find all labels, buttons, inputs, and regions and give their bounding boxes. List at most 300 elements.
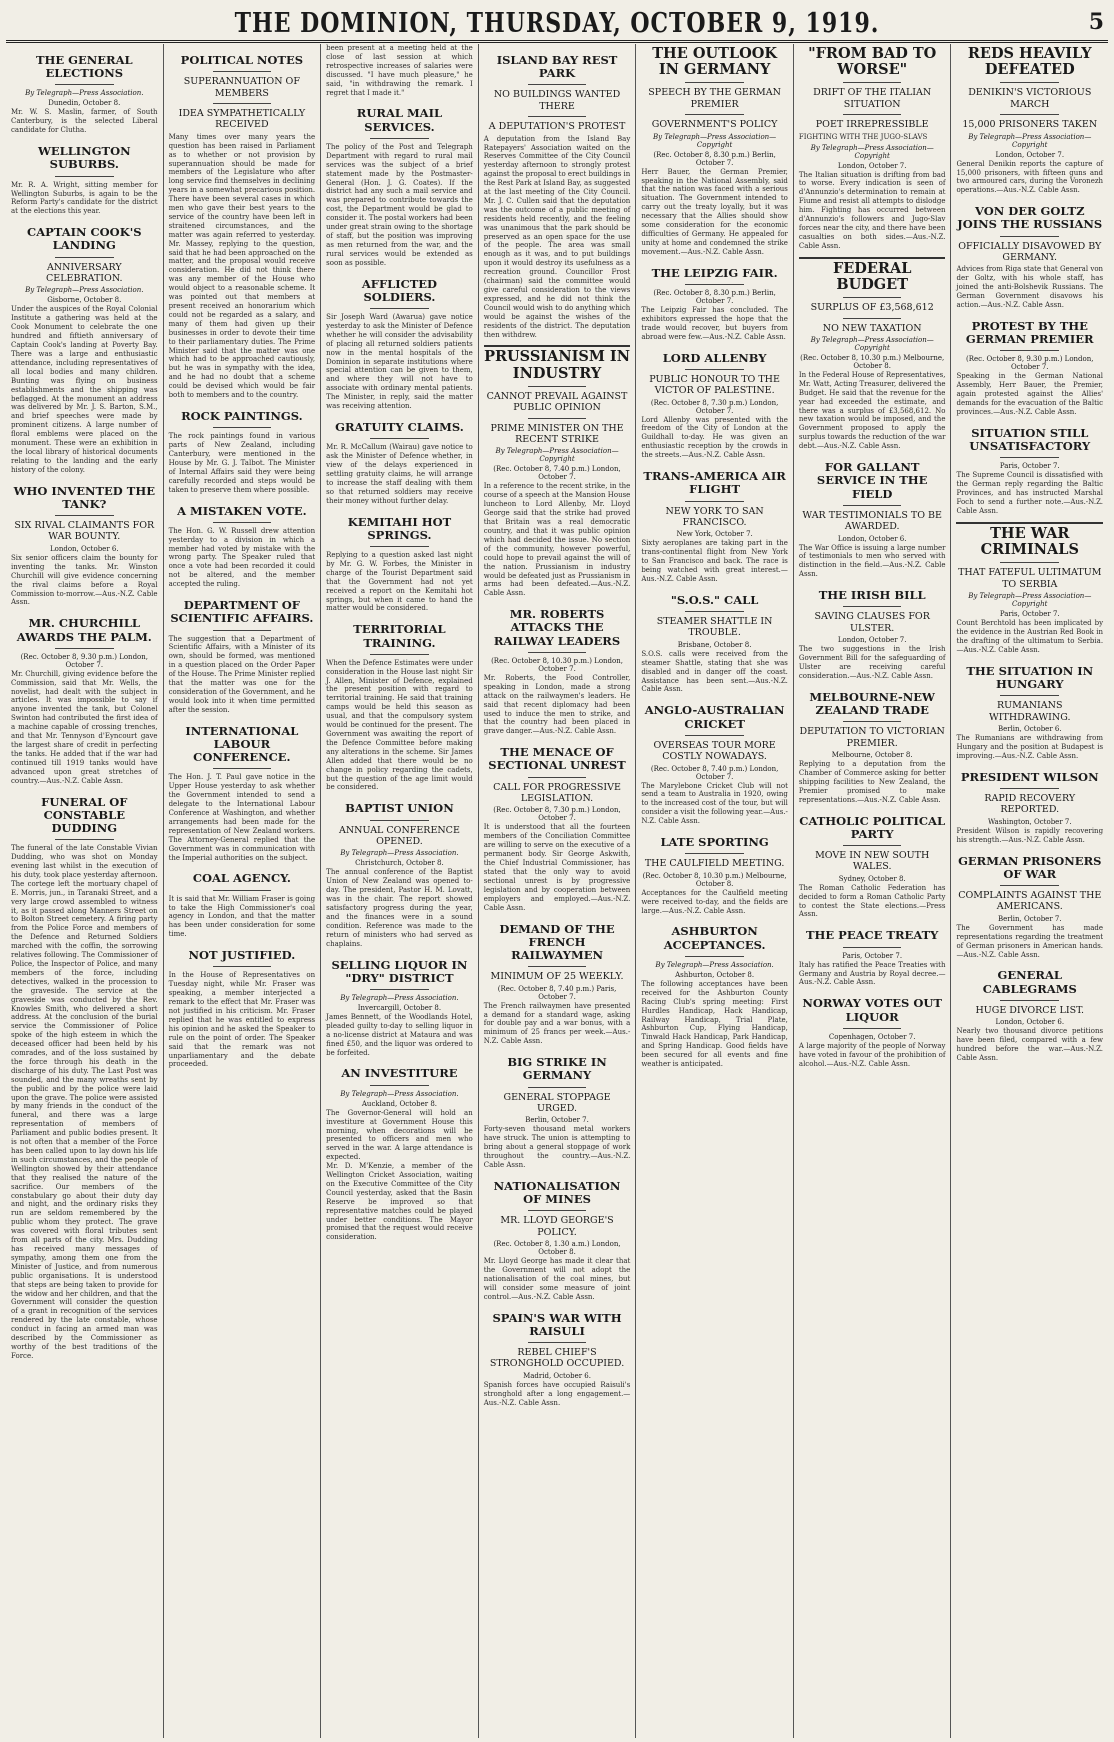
- headline-rule: [528, 1342, 587, 1343]
- article-headline: PRESIDENT WILSON: [960, 769, 1099, 784]
- news-article: [799, 997, 946, 1068]
- article-body: A deputation from the Island Bay Ratepayers' Association waited on the Reserves Committee of the City Council yesterday afternoon to strongly protest against the proposal to erect buildings in the Rest Park at Island Bay, as suggested at the last meeting of the City Council. Mr. J. C. Cullen said that the deputation was the outcome of a public meeting of residents held recently, and the feeling was unanimous that the park should be preserved as an open space for the use of the people. The area was small enough as it was, and to put buildings upon it would destroy its usefulness as a recreation ground. Councillor Frost (chairman) said the committee would give careful consideration to the views expressed, and he did not think the Council would wish to do anything which would be against the wishes of the residents of the district. The deputation then withdrew.: [483, 134, 631, 339]
- article-body: The following acceptances have been received for the Ashburton County Racing Club's spring meeting: First Hurdles Handicap, Hack Handicap, Railway Handicap, Trial Plate, Ashburton Cup, Flying Handicap, Tinwald Hack Handicap, Park Handicap, and Spring Handicap. Good fields have been secured for all events and fine weather is anticipated.: [641, 979, 788, 1069]
- article-body: President Wilson is rapidly recovering his strength.—Aus.-N.Z. Cable Assn.: [956, 826, 1104, 844]
- news-article: [484, 1180, 631, 1302]
- news-article: [169, 410, 316, 495]
- article-body: The Rumanians are withdrawing from Hungary and the position at Budapest is improving.—Aus.-N.Z. Cable Assn.: [956, 734, 1104, 760]
- headline-rule: [370, 654, 429, 655]
- article-headline: REDS HEAVILY DEFEATED: [967, 45, 1092, 79]
- article-headline: SPAIN'S WAR WITH RAISULI: [492, 1310, 622, 1338]
- article-headline: TRANS-AMERICA AIR FLIGHT: [643, 469, 786, 497]
- news-article: [326, 1162, 473, 1242]
- news-article: [956, 522, 1103, 655]
- article-headline: SELLING LIQUOR IN "DRY" DISTRICT: [331, 957, 468, 985]
- article-headline: "FROM BAD TO WORSE": [808, 45, 937, 79]
- article-subhead: REBEL CHIEF'S STRONGHOLD OCCUPIED.: [489, 1347, 625, 1370]
- news-article: [641, 46, 788, 257]
- article-body: Mr. Lloyd George has made it clear that the Government will not adopt the nationalisation of the coal mines, but will consider some measure of joint control.—Aus.-N.Z. Cable Assn.: [483, 1257, 631, 1301]
- article-body: The annual conference of the Baptist Union of New Zealand was opened to-day. The president, Pastor H. M. Lovatt, was in the chair. The report showed satisfactory progress during the year, and the finances were in a sound condition. Reference was made to the return of ministers who had served as chaplains.: [326, 868, 473, 948]
- article-body: S.O.S. calls were received from the steamer Shattle, stating that she was disabled and in danger off the coast. Assistance has been sent.—Aus.-N.Z. Cable Assn.: [641, 649, 788, 694]
- dateline: (Rec. October 8, 9.30 p.m.) London, October 7.: [20, 652, 148, 669]
- article-body: Replying to a deputation from the Chamber of Commerce asking for better shipping facilities to New Zealand, the Premier promised to make representations.—Aus.-N.Z. Cable Assn.: [798, 760, 946, 804]
- news-article: [11, 54, 158, 135]
- news-article: [641, 267, 788, 342]
- headline-rule: [528, 386, 587, 387]
- article-subhead: ANNUAL CONFERENCE OPENED.: [339, 824, 460, 847]
- news-article: [799, 46, 946, 142]
- headline-rule: [370, 1085, 429, 1086]
- dateline: Ashburton, October 8.: [675, 970, 755, 979]
- news-article: [169, 505, 316, 590]
- subhead-rule: [528, 116, 587, 117]
- dateline: (Rec. October 8, 7.40 p.m.) Paris, October 7.: [497, 984, 617, 1001]
- news-column: [950, 44, 1108, 1738]
- news-article: [799, 461, 946, 579]
- section-rule: [956, 522, 1103, 524]
- article-subhead: THAT FATEFUL ULTIMATUM TO SERBIA: [958, 567, 1102, 590]
- article-subhead: MR. LLOYD GEORGE'S POLICY.: [500, 1215, 614, 1238]
- article-body: The Government has made representations regarding the treatment of German prisoners in American hands.—Aus.-N.Z. Cable Assn.: [956, 923, 1104, 959]
- article-headline: MR. CHURCHILL AWARDS THE PALM.: [16, 616, 152, 644]
- dateline: London, October 7.: [837, 636, 907, 645]
- page-number: 5: [1088, 9, 1104, 35]
- byline: By Telegraph—Press Association—Copyright: [810, 335, 934, 352]
- article-headline: LORD ALLENBY: [662, 350, 767, 365]
- headline-rule: [685, 82, 744, 83]
- dateline: (Rec. October 8, 10.30 p.m.) Melbourne, October 8.: [642, 871, 787, 888]
- article-body: When the Defence Estimates were under consideration in the House last night Sir J. Allen, Minister of Defence, explained the present position with regard to territorial training. He said that training camps would be held this season as usual, and that the compulsory system would be continued for the present. The Government was awaiting the report of the Defence Committee before making any alterations in the scheme. Sir James Allen added that there would be no change in policy regarding the cadets, but the question of the age limit would be considered.: [326, 658, 473, 792]
- article-headline: ANGLO-AUSTRALIAN CRICKET: [644, 703, 785, 731]
- news-article: [11, 485, 158, 608]
- dateline: (Rec. October 8, 7.30 p.m.) London, October 7.: [493, 806, 621, 823]
- article-body: The Italian situation is drifting from bad to worse. Every indication is seen of d'Annunzio's determination to remain at Fiume and resist all attempts to dislodge him. Fighting has occurred between d'Annunzio's followers and Jugo-Slav forces near the city, and there have been casualties on both sides.—Aus.-N.Z. Cable Assn.: [798, 170, 946, 250]
- news-column: [635, 44, 793, 1738]
- article-headline: POLITICAL NOTES: [180, 53, 304, 67]
- byline: By Telegraph—Press Association—Copyright: [968, 592, 1092, 609]
- article-subhead: STEAMER SHATTLE IN TROUBLE.: [656, 616, 773, 639]
- article-subhead: GENERAL STOPPAGE URGED.: [503, 1091, 611, 1114]
- byline: By Telegraph—Press Association—Copyright: [968, 132, 1092, 149]
- byline: By Telegraph—Press Association.: [655, 960, 774, 969]
- article-subhead: SAVING CLAUSES FOR ULSTER.: [814, 611, 930, 634]
- article-subhead: SIX RIVAL CLAIMANTS FOR WAR BOUNTY.: [14, 520, 155, 543]
- headline-rule: [370, 546, 429, 547]
- headline-rule: [213, 966, 272, 967]
- subhead-rule: [685, 114, 744, 115]
- article-subhead-secondary: GOVERNMENT'S POLICY: [651, 119, 778, 131]
- article-subhead: HUGE DIVORCE LIST.: [975, 1004, 1085, 1016]
- article-headline: CATHOLIC POLITICAL PARTY: [799, 813, 946, 841]
- article-body: Advices from Riga state that General von der Goltz, with his whole staff, has joined the anti-Bolshevik Russians. The German Government disavows his action.—Aus.-N.Z. Cable Assn.: [956, 265, 1104, 310]
- dateline: (Rec. October 8, 9.30 p.m.) London, October 7.: [966, 355, 1094, 372]
- article-body: The Leipzig Fair has concluded. The exhibitors expressed the hope that the trade would recover, but buyers from abroad were few.—Aus.-N.Z. Cable Assn.: [641, 305, 788, 341]
- dateline: (Rec. October 8, 1.30 a.m.) London, October 8.: [493, 1240, 621, 1257]
- headline-rule: [55, 648, 114, 649]
- news-article: [326, 278, 473, 411]
- article-headline: THE SITUATION IN HUNGARY: [966, 663, 1094, 692]
- article-headline: DEMAND OF THE FRENCH RAILWAYMEN: [499, 921, 615, 962]
- byline: By Telegraph—Press Association.: [340, 1089, 459, 1098]
- headline-rule: [370, 308, 429, 309]
- article-subhead-secondary: POET IRREPRESSIBLE: [815, 119, 929, 131]
- news-article: [799, 691, 946, 805]
- news-article: [641, 925, 788, 1069]
- article-headline: WELLINGTON SUBURBS.: [37, 144, 131, 172]
- section-rule: [799, 257, 946, 259]
- article-headline: THE MENACE OF SECTIONAL UNREST: [488, 745, 626, 773]
- headline-rule: [55, 515, 114, 516]
- article-body: Spanish forces have occupied Raisuli's stronghold after a long engagement.—Aus.-N.Z. Cable Assn.: [483, 1380, 631, 1407]
- article-headline: PRUSSIANISM IN INDUSTRY: [484, 348, 630, 382]
- headline-rule: [1000, 457, 1059, 458]
- article-subhead: DRIFT OF THE ITALIAN SITUATION: [813, 87, 932, 110]
- article-body: James Bennett, of the Woodlands Hotel, pleaded guilty to-day to selling liquor in a no-license district at Mataura and was fined £50, and the liquor was ordered to be forfeited.: [326, 1012, 473, 1057]
- article-body: The policy of the Post and Telegraph Department with regard to rural mail services was the subject of a brief statement made by the Postmaster-General (Hon. J. G. Coates). If the district had any such a mail service and was prepared to contribute towards the cost, the Department would be glad to consider it. The postal workers had been under great strain owing to the shortage of staff, but the position was improving as men returned from the war, and the rural services would be extended as soon as possible.: [326, 142, 473, 267]
- dateline: Christchurch, October 8.: [355, 859, 444, 868]
- article-body: Sixty aeroplanes are taking part in the trans-continental flight from New York to San Francisco and back. The race is being watched with great interest.—Aus.-N.Z. Cable Assn.: [641, 539, 788, 583]
- headline-rule: [1000, 236, 1059, 237]
- article-headline: INTERNATIONAL LABOUR CONFERENCE.: [185, 723, 299, 765]
- masthead: [6, 6, 1108, 43]
- byline: By Telegraph—Press Association.: [25, 89, 144, 98]
- news-column: [793, 44, 951, 1738]
- headline-rule: [55, 257, 114, 258]
- dateline: Invercargill, October 8.: [357, 1003, 442, 1012]
- article-subhead: DENIKIN'S VICTORIOUS MARCH: [968, 87, 1092, 110]
- article-subhead: NEW YORK TO SAN FRANCISCO.: [665, 505, 764, 528]
- headline-rule: [213, 768, 272, 769]
- article-body: Speaking in the German National Assembly, Herr Bauer, the Premier, again protested against the Allies' demands for the evacuation of the Baltic provinces.—Aus.-N.Z. Cable Assn.: [956, 372, 1104, 417]
- article-headline: ROCK PAINTINGS.: [181, 408, 303, 423]
- news-article: [484, 1056, 631, 1170]
- news-article: [326, 802, 473, 948]
- headline-rule: [528, 777, 587, 778]
- article-headline: THE PEACE TREATY: [805, 928, 939, 943]
- dateline: Copenhagen, October 7.: [828, 1032, 916, 1041]
- news-article: [326, 1067, 473, 1162]
- article-body: The Marylebone Cricket Club will not send a team to Australia in 1920, owing to the increased cost of the tour, but will consider a visit the following year.—Aus.-N.Z. Cable Assn.: [641, 781, 788, 826]
- article-subhead: NO BUILDINGS WANTED THERE: [493, 89, 621, 112]
- article-subhead: ANNIVERSARY CELEBRATION.: [46, 261, 123, 285]
- headline-rule: [685, 611, 744, 612]
- news-article: [956, 969, 1103, 1062]
- article-body: Many times over many years the question has been raised in Parliament as to whether or not provision by superannuation should be made for members of the Legislature who after long service find themselves in declining years in a somewhat precarious position. There have been several cases in which men who gave their best years to the service of the country have been left in straitened circumstances, and the matter was again referred to yesterday. Mr. Massey, replying to the question, said that he had been approached on the matter, and the proposal would receive consideration. He did not think there was any member of the House who would object to a reasonable scheme. It was pointed out that members at present received an honorarium which could not be regarded as a salary, and many of them had given up their businesses in order to devote their time to their parliamentary duties. The Prime Minister said that the matter was one which had to be approached cautiously, but he was in sympathy with the idea, and he had no doubt that a scheme could be devised which would be fair both to members and to the country.: [168, 132, 316, 400]
- news-article: [326, 421, 473, 506]
- news-article: [326, 959, 473, 1058]
- news-article: [326, 107, 473, 267]
- article-body: In the House of Representatives on Tuesday night, while Mr. Fraser was speaking, a member interjected a remark to the effect that Mr. Fraser was not justified in his criticism. Mr. Fraser replied that he was entitled to express his opinion and he asked the Speaker to rule on the point of order. The Speaker said that the remark was not unparliamentary and the debate proceeded.: [168, 971, 316, 1069]
- article-headline: MELBOURNE-NEW ZEALAND TRADE: [809, 689, 935, 718]
- article-body: In the Federal House of Representatives, Mr. Watt, Acting Treasurer, delivered the Budget. He said that the revenue for the year had exceeded the estimate, and there was a surplus of £3,568,612. No new taxation would be imposed, and the Government proposed to apply the surplus towards the reduction of the war debt.—Aus.-N.Z. Cable Assn.: [798, 370, 946, 451]
- dateline: Berlin, October 7.: [997, 914, 1062, 923]
- article-body: General Denikin reports the capture of 15,000 prisoners, with fifteen guns and two armoured cars, during the Voronezh operations.—Aus.-N.Z. Cable Assn.: [956, 159, 1104, 195]
- headline-rule: [528, 1210, 587, 1211]
- news-article: [799, 589, 946, 681]
- article-body: Lord Allenby was presented with the freedom of the City of London at the Guildhall to-day. He was given an enthusiastic reception by the crowds in the streets.—Aus.-N.Z. Cable Assn.: [641, 415, 788, 460]
- article-headline: TERRITORIAL TRAINING.: [353, 622, 446, 650]
- article-headline: FOR GALLANT SERVICE IN THE FIELD: [816, 460, 928, 501]
- headline-rule: [55, 84, 114, 85]
- article-body: It is understood that all the fourteen members of the Conciliation Committee are willing to serve on the executive of a permanent body. Sir George Askwith, the Chief Industrial Commissioner, has stated that the only way to avoid sectional unrest is by progressive legislation and by cooperation between employers and employed.—Aus.-N.Z. Cable Assn.: [483, 823, 631, 912]
- headline-rule: [685, 284, 744, 285]
- news-article: [956, 855, 1103, 960]
- dateline: Paris, October 7.: [999, 610, 1060, 619]
- subhead-rule: [843, 318, 902, 319]
- headline-rule: [528, 84, 587, 85]
- columns-container: [6, 44, 1108, 1738]
- news-article: [484, 608, 631, 736]
- article-body: Mr. D. M'Kenzie, a member of the Wellington Cricket Association, waiting on the Executive Committee of the City Council yesterday, asked that the Basin Reserve be improved so that representative matches could be played under better conditions. The Mayor promised that the request would receive consideration.: [326, 1162, 473, 1242]
- article-headline: BIG STRIKE IN GERMANY: [507, 1055, 607, 1083]
- article-body: Forty-seven thousand metal workers have struck. The union is attempting to bring about a general stoppage of work throughout the country.—Aus.-N.Z. Cable Assn.: [483, 1125, 631, 1169]
- article-headline: FUNERAL OF CONSTABLE DUDDING: [41, 794, 128, 835]
- article-body: The War Office is issuing a large number of testimonials to men who served with distinction in the field.—Aus.-N.Z. Cable Assn.: [798, 543, 946, 579]
- headline-rule: [843, 1028, 902, 1029]
- headline-rule: [685, 369, 744, 370]
- article-body: The Hon. J. T. Paul gave notice in the Upper House yesterday to ask whether the Government intended to send a delegate to the International Labour Conference at Washington, and whether arrangements had been made for the representation of New Zealand workers. The Attorney-General replied that the Government was in communication with the Imperial authorities on the subject.: [168, 773, 316, 862]
- article-headline: GENERAL CABLEGRAMS: [982, 968, 1077, 996]
- headline-rule: [213, 71, 272, 72]
- article-headline: "S.O.S." CALL: [670, 592, 759, 607]
- dateline: London, October 6.: [837, 534, 907, 543]
- dateline: London, October 7.: [995, 150, 1065, 159]
- news-article: [956, 205, 1103, 310]
- article-headline: A MISTAKEN VOTE.: [177, 503, 307, 518]
- headline-rule: [1000, 350, 1059, 351]
- dateline: (Rec. October 8, 10.30 p.m.) Melbourne, October 8.: [800, 353, 945, 370]
- dateline: (Rec. October 8, 8.30 p.m.) Berlin, October 7.: [653, 150, 776, 167]
- article-subhead: WAR TESTIMONIALS TO BE AWARDED.: [802, 509, 942, 533]
- article-headline: KEMITAHI HOT SPRINGS.: [347, 514, 452, 542]
- dateline: Berlin, October 7.: [525, 1116, 589, 1125]
- article-subhead-secondary: IDEA SYMPATHETICALLY RECEIVED: [178, 108, 306, 131]
- article-subhead-secondary: A DEPUTATION'S PROTEST: [488, 121, 626, 133]
- headline-rule: [685, 501, 744, 502]
- article-subhead: SURPLUS OF £3,568,612: [810, 302, 934, 314]
- news-article: [799, 815, 946, 920]
- dateline: Melbourne, October 8.: [831, 751, 913, 760]
- dateline: Brisbane, October 8.: [677, 640, 752, 649]
- article-body: Mr. R. McCallum (Wairau) gave notice to ask the Minister of Defence whether, in view of the delays experienced in settling gratuity claims, he will arrange to increase the staff dealing with them so that returned soldiers may receive their money without further delay.: [326, 443, 473, 505]
- article-headline: GERMAN PRISONERS OF WAR: [958, 853, 1102, 881]
- headline-rule: [843, 947, 902, 948]
- article-subhead-secondary: PRIME MINISTER ON THE RECENT STRIKE: [490, 422, 624, 446]
- news-article: [956, 320, 1103, 417]
- news-article: [11, 145, 158, 216]
- article-headline: DEPARTMENT OF SCIENTIFIC AFFAIRS.: [170, 598, 314, 626]
- byline: By Telegraph—Press Association.: [340, 993, 459, 1002]
- article-body: Mr. Roberts, the Food Controller, speaking in London, made a strong attack on the railwaymen's leaders. He said that recent diplomacy had been used to induce the men to strike, and that the country had been placed in grave danger.—Aus.-N.Z. Cable Assn.: [483, 673, 631, 736]
- article-subhead: RAPID RECOVERY REPORTED.: [984, 792, 1076, 816]
- article-subhead: COMPLAINTS AGAINST THE AMERICANS.: [958, 890, 1102, 913]
- news-column: [6, 44, 163, 1738]
- article-body: It is said that Mr. William Fraser is going to take the High Commissioner's coal agency in London, and that the matter has been under consideration for some time.: [168, 894, 316, 939]
- dateline: New York, October 7.: [676, 530, 753, 539]
- news-article: [169, 872, 316, 939]
- news-article: [799, 257, 946, 451]
- article-headline: WHO INVENTED THE TANK?: [13, 483, 155, 511]
- article-subhead-secondary: NO NEW TAXATION: [822, 322, 922, 334]
- headline-rule: [1000, 1000, 1059, 1001]
- article-subhead: MINIMUM OF 25 WEEKLY.: [490, 971, 624, 983]
- article-subhead: DEPUTATION TO VICTORIAN PREMIER.: [799, 726, 945, 749]
- headline-rule: [1000, 695, 1059, 696]
- article-body: FIGHTING WITH THE JUGO-SLAVS: [798, 132, 928, 141]
- news-article: [326, 44, 473, 97]
- article-subhead: RUMANIANS WITHDRAWING.: [989, 700, 1071, 723]
- byline: By Telegraph—Press Association—Copyright: [495, 447, 619, 464]
- byline: By Telegraph—Press Association—Copyright: [810, 143, 934, 160]
- article-body: Sir Joseph Ward (Awarua) gave notice yesterday to ask the Minister of Defence whether he will consider the advisability of placing all returned soldiers patients now in the mental hospitals of the Dominion in separate institutions where special attention can be given to them, and where they will not have to associate with ordinary mental patients. The Minister, in reply, said the matter was receiving attention.: [326, 313, 473, 411]
- article-headline: VON DER GOLTZ JOINS THE RUSSIANS: [957, 204, 1103, 232]
- article-body: The rock paintings found in various parts of New Zealand, including Canterbury, were mentioned in the House by Mr. G. J. Talbot. The Minister of Internal Affairs said they were being carefully recorded and steps would be taken to preserve them where possible.: [168, 432, 316, 494]
- article-subhead: OFFICIALLY DISAVOWED BY GERMANY.: [958, 240, 1102, 264]
- article-headline: SITUATION STILL UNSATISFACTORY: [969, 425, 1091, 454]
- article-headline: THE GENERAL ELECTIONS: [35, 53, 133, 81]
- article-body: The Hon. G. W. Russell drew attention yesterday to a division in which a member had voted by mistake with the wrong party. The Speaker ruled that once a vote had been recorded it could not be altered, and the member accepted the ruling.: [168, 526, 316, 589]
- article-body: In a reference to the recent strike, in the course of a speech at the Mansion House luncheon to Lord Allenby, Mr. Lloyd George said that the strike had proved that Britain was a real democratic country, and that it was public opinion which had decided the issue. No section of the community, however powerful, could hope to prevail against the will of the nation. Prussianism in industry would be defeated just as Prussianism in arms had been defeated.—Aus.-N.Z. Cable Assn.: [483, 482, 631, 598]
- news-article: [641, 594, 788, 695]
- dateline: (Rec. October 8, 7.40 p.m.) London, October 7.: [493, 465, 621, 482]
- headline-rule: [685, 956, 744, 957]
- headline-rule: [55, 176, 114, 177]
- news-column: [163, 44, 321, 1738]
- news-article: [641, 704, 788, 826]
- headline-rule: [685, 853, 744, 854]
- article-body: Mr. R. A. Wright, sitting member for Wellington Suburbs, is again to be the Reform Party's candidate for the district at the elections this year.: [11, 180, 158, 216]
- headline-rule: [370, 138, 429, 139]
- headline-rule: [843, 82, 902, 83]
- dateline: London, October 7.: [837, 161, 907, 170]
- subhead-rule: [528, 418, 587, 419]
- dateline: Auckland, October 8.: [361, 1099, 438, 1108]
- article-headline: PROTEST BY THE GERMAN PREMIER: [965, 319, 1094, 347]
- article-body: The suggestion that a Department of Scientific Affairs, with a Minister of its own, should be formed, was mentioned in a question placed on the Order Paper of the House. The Prime Minister replied that the matter was one for the consideration of the Government, and he would look into it when time permitted after the session.: [168, 634, 316, 714]
- article-body: Mr. W. S. Maslin, farmer, of South Canterbury, is the selected Liberal candidate for Clutha.: [11, 108, 158, 135]
- headline-rule: [55, 839, 114, 840]
- article-body: Six senior officers claim the bounty for inventing the tanks. Mr. Winston Churchill will give evidence concerning the rival claims before a Royal Commission to-morrow.—Aus.-N.Z. Cable Assn.: [11, 553, 158, 607]
- article-body: Acceptances for the Caulfield meeting were received to-day, and the fields are large.—Aus.-N.Z. Cable Assn.: [641, 888, 788, 915]
- news-article: [641, 352, 788, 461]
- news-article: [799, 929, 946, 987]
- article-body: Herr Bauer, the German Premier, speaking in the National Assembly, said that the nation was faced with a serious situation. The Government intended to carry out the treaty loyally, but it was necessary that the Allies should show some consideration for the economic difficulties of Germany. He appealed for unity at home and condemned the strike movement.—Aus.-N.Z. Cable Assn.: [641, 167, 788, 256]
- headline-rule: [843, 845, 902, 846]
- news-article: [641, 836, 788, 915]
- headline-rule: [843, 721, 902, 722]
- dateline: (Rec. October 8, 8.30 p.m.) Berlin, October 7.: [653, 288, 776, 305]
- masthead-title: THE DOMINION, THURSDAY, OCTOBER 9, 1919.: [234, 6, 880, 40]
- dateline: London, October 6.: [995, 1018, 1065, 1027]
- news-article: [799, 144, 946, 251]
- dateline: Dunedin, October 8.: [48, 99, 121, 108]
- section-rule: [484, 345, 631, 347]
- article-body: The Roman Catholic Federation has decided to form a Roman Catholic Party to contest the State elections.—Press Assn.: [798, 883, 946, 919]
- news-article: [484, 1312, 631, 1408]
- headline-rule: [843, 297, 902, 298]
- article-headline: ISLAND BAY REST PARK: [496, 53, 618, 81]
- news-article: [484, 54, 631, 339]
- dateline: Sydney, October 8.: [838, 874, 906, 883]
- article-headline: THE LEIPZIG FAIR.: [651, 265, 778, 280]
- headline-rule: [843, 606, 902, 607]
- article-subhead: PUBLIC HONOUR TO THE VICTOR OF PALESTINE.: [649, 373, 780, 397]
- headline-rule: [370, 989, 429, 990]
- article-headline: MR. ROBERTS ATTACKS THE RAILWAY LEADERS: [493, 607, 621, 648]
- dateline: Paris, October 7.: [999, 462, 1060, 471]
- headline-rule: [370, 438, 429, 439]
- news-article: [11, 796, 158, 1361]
- headline-rule: [528, 1087, 587, 1088]
- article-body: The funeral of the late Constable Vivian Dudding, who was shot on Monday evening last whilst in the execution of his duty, took place yesterday afternoon. The cortege left the mortuary chapel of E. Morris, jun., in Taranaki Street, and a very large crowd assembled to witness it, as it passed along Manners Street on to Bolton Street cemetery. A firing party from the Police Force and members of the Defence and Returned Soldiers marched with the coffin, the sorrowing relatives following. The Commissioner of Police, the Inspector of Police, and many members of the force, including detectives, walked in the procession to the graveside. The service at the graveside was conducted by the Rev. Knowles Smith, who delivered a short address. At the conclusion of the burial service the Commissioner of Police spoke of the high esteem in which the deceased officer had been held by his comrades, and of the loss sustained by the force through his death in the discharge of his duty. The Last Post was sounded, and the many wreaths sent by the public and by the police were laid upon the grave. The police were assisted by many friends in the conduct of the funeral, and there was a large representation of members of Parliament and public bodies present. It is not often that a member of the Force has been called upon to lay down his life in such circumstances, and the people of Wellington showed by their attendance that they realised the nature of the sacrifice. Our members of the constabulary go about their duty day and night, and the ordinary risks they run are seldom remembered by the public whom they protect. The grave was covered with floral tributes sent from all parts of the city. Mrs. Dudding has received many messages of sympathy, among them one from the Minister of Justice, and from numerous public organisations. It is understood that steps are being taken to provide for the widow and her children, and that the Government will consider the question of a grant in recognition of the services rendered by the late constable, whose conduct in facing an armed man was described by the Commissioner as worthy of the best traditions of the Force.: [11, 844, 158, 1360]
- article-headline: COAL AGENCY.: [192, 871, 291, 886]
- news-article: [11, 226, 158, 474]
- article-subhead: THE CAULFIELD MEETING.: [644, 858, 785, 870]
- subhead-rule: [1000, 114, 1059, 115]
- news-article: [169, 949, 316, 1069]
- headline-rule: [213, 522, 272, 523]
- article-headline: THE WAR CRIMINALS: [980, 524, 1079, 559]
- news-article: [169, 54, 316, 400]
- article-headline: ASHBURTON ACCEPTANCES.: [663, 924, 766, 952]
- news-article: [956, 771, 1103, 845]
- article-subhead: MOVE IN NEW SOUTH WALES.: [815, 849, 930, 873]
- headline-rule: [528, 966, 587, 967]
- news-column: [320, 44, 478, 1738]
- article-headline: GRATUITY CLAIMS.: [335, 419, 464, 434]
- news-article: [326, 516, 473, 614]
- headline-rule: [213, 890, 272, 891]
- headline-rule: [1000, 788, 1059, 789]
- article-headline: FEDERAL BUDGET: [832, 259, 912, 293]
- article-headline: NATIONALISATION OF MINES: [493, 1178, 621, 1207]
- article-headline: LATE SPORTING: [660, 835, 769, 850]
- dateline: (Rec. October 8, 10.30 p.m.) London, October 7.: [491, 656, 623, 673]
- article-body: The Supreme Council is dissatisfied with the German reply regarding the Baltic Provinces, and has instructed Marshal Foch to send a further note.—Aus.-N.Z. Cable Assn.: [956, 471, 1104, 516]
- news-article: [484, 345, 631, 598]
- article-headline: AN INVESTITURE: [341, 1066, 458, 1081]
- article-headline: NOT JUSTIFIED.: [188, 948, 296, 963]
- news-article: [641, 470, 788, 584]
- headline-rule: [370, 820, 429, 821]
- headline-rule: [1000, 562, 1059, 563]
- article-body: The French railwaymen have presented a demand for a standard wage, asking for double pay and a war bonus, with a minimum of 25 francs per week.—Aus.-N.Z. Cable Assn.: [483, 1001, 631, 1046]
- headline-rule: [843, 505, 902, 506]
- dateline: Berlin, October 6.: [997, 725, 1062, 734]
- dateline: Gisborne, October 8.: [47, 296, 122, 305]
- news-article: [484, 746, 631, 912]
- article-body: Italy has ratified the Peace Treaties with Germany and Austria by Royal decree.—Aus.-N.Z. Cable Assn.: [798, 960, 946, 987]
- article-body: Nearly two thousand divorce petitions have been filed, compared with a few hundred before the war.—Aus.-N.Z. Cable Assn.: [956, 1027, 1104, 1062]
- headline-rule: [685, 735, 744, 736]
- dateline: Paris, October 7.: [842, 951, 903, 960]
- headline-rule: [1000, 885, 1059, 886]
- headline-rule: [213, 630, 272, 631]
- article-body: been present at a meeting held at the close of last session at which retrospective increases of salaries were discussed. "I have much pleasure," he said, "in withdrawing the remark. I regret that I made it.": [326, 44, 473, 97]
- news-article: [484, 923, 631, 1047]
- subhead-rule: [213, 103, 272, 104]
- news-article: [11, 617, 158, 785]
- headline-rule: [528, 652, 587, 653]
- article-headline: AFFLICTED SOLDIERS.: [361, 276, 438, 304]
- article-body: Count Berchtold has been implicated by the evidence in the Austrian Red Book in the drafting of the ultimatum to Serbia.—Aus.-N.Z. Cable Assn.: [956, 619, 1104, 654]
- article-headline: RURAL MAIL SERVICES.: [356, 106, 443, 134]
- dateline: Washington, October 7.: [987, 817, 1072, 826]
- headline-rule: [213, 427, 272, 428]
- news-column: [478, 44, 636, 1738]
- byline: By Telegraph—Press Association—Copyright: [653, 132, 777, 149]
- article-subhead: CALL FOR PROGRESSIVE LEGISLATION.: [493, 781, 621, 805]
